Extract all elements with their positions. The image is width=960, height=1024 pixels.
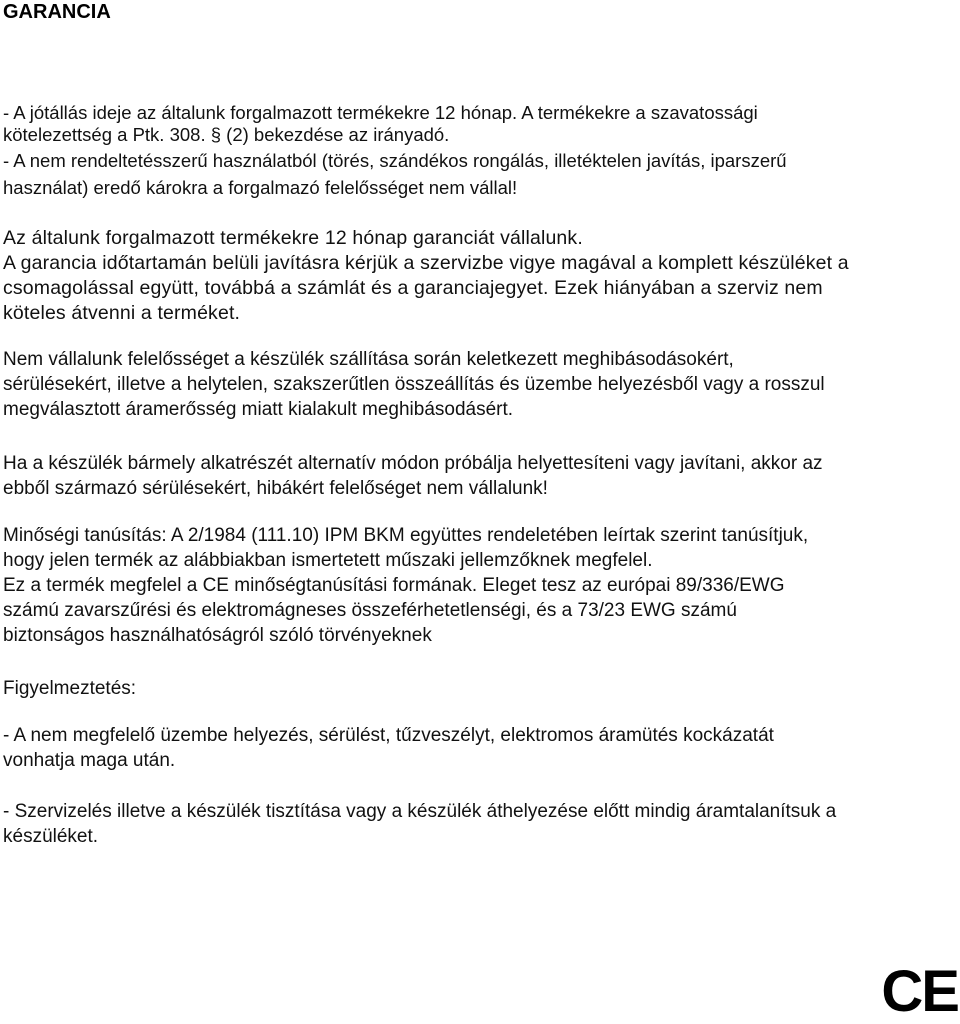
replacement-line-2: ebből származó sérülésekért, hibákért felelőséget nem vállalunk! [3, 478, 548, 499]
liability-line-2: sérülésekért, illetve a helytelen, szakszerűtlen összeállítás és üzembe helyezésből vagy a rosszul [3, 374, 825, 395]
replacement-line-1: Ha a készülék bármely alkatrészét alternatív módon próbálja helyettesíteni vagy javítani, akkor az [3, 453, 823, 474]
ce-conformity-line-3: biztonságos használhatóságról szóló törvényeknek [3, 625, 432, 646]
misuse-line-2: használat) eredő károkra a forgalmazó felelősséget nem vállal! [3, 177, 518, 198]
warning-service-line-2: készüléket. [3, 826, 99, 847]
warning-service-line-1: - Szervizelés illetve a készülék tisztítása vagy a készülék áthelyezése előtt mindig áramtalanítsuk a [3, 801, 837, 822]
ce-mark-logo: CE [881, 959, 958, 1024]
warning-heading: Figyelmeztetés: [3, 678, 137, 699]
repair-line-3: köteles átvenni a terméket. [3, 302, 241, 324]
certification-line-1: Minőségi tanúsítás: A 2/1984 (111.10) IPM BKM együttes rendeletében leírtak szerint tanúsítjuk, [3, 525, 809, 546]
ce-conformity-line-2: számú zavarszűrési és elektromágneses összeférhetetlenségi, és a 73/23 EWG számú [3, 600, 737, 621]
guarantee-line: Az általunk forgalmazott termékekre 12 hónap garanciát vállalunk. [3, 227, 583, 249]
document-title: GARANCIA [3, 1, 111, 23]
warranty-period-line-1: - A jótállás ideje az általunk forgalmazott termékekre 12 hónap. A termékekre a szavatossági [3, 102, 758, 123]
liability-line-1: Nem vállalunk felelősséget a készülék szállítása során keletkezett meghibásodásokért, [3, 349, 734, 370]
repair-line-2: csomagolással együtt, továbbá a számlát és a garanciajegyet. Ezek hiányában a szerviz nem [3, 277, 823, 299]
warning-installation-line-1: - A nem megfelelő üzembe helyezés, sérülést, tűzveszélyt, elektromos áramütés kockázatát [3, 725, 774, 746]
warning-installation-line-2: vonhatja maga után. [3, 750, 176, 771]
warranty-period-line-2: kötelezettség a Ptk. 308. § (2) bekezdése az irányadó. [3, 124, 450, 145]
misuse-line-1: - A nem rendeltetésszerű használatból (törés, szándékos rongálás, illetéktelen javítás, iparszerű [3, 150, 787, 171]
repair-line-1: A garancia időtartamán belüli javításra kérjük a szervizbe vigye magával a komplett készüléket a [3, 252, 849, 274]
certification-line-2: hogy jelen termék az alábbiakban ismertetett műszaki jellemzőknek megfelel. [3, 550, 653, 571]
ce-conformity-line-1: Ez a termék megfelel a CE minőségtanúsítási formának. Eleget tesz az európai 89/336/EWG [3, 575, 785, 596]
liability-line-3: megválasztott áramerősség miatt kialakult meghibásodásért. [3, 399, 514, 420]
